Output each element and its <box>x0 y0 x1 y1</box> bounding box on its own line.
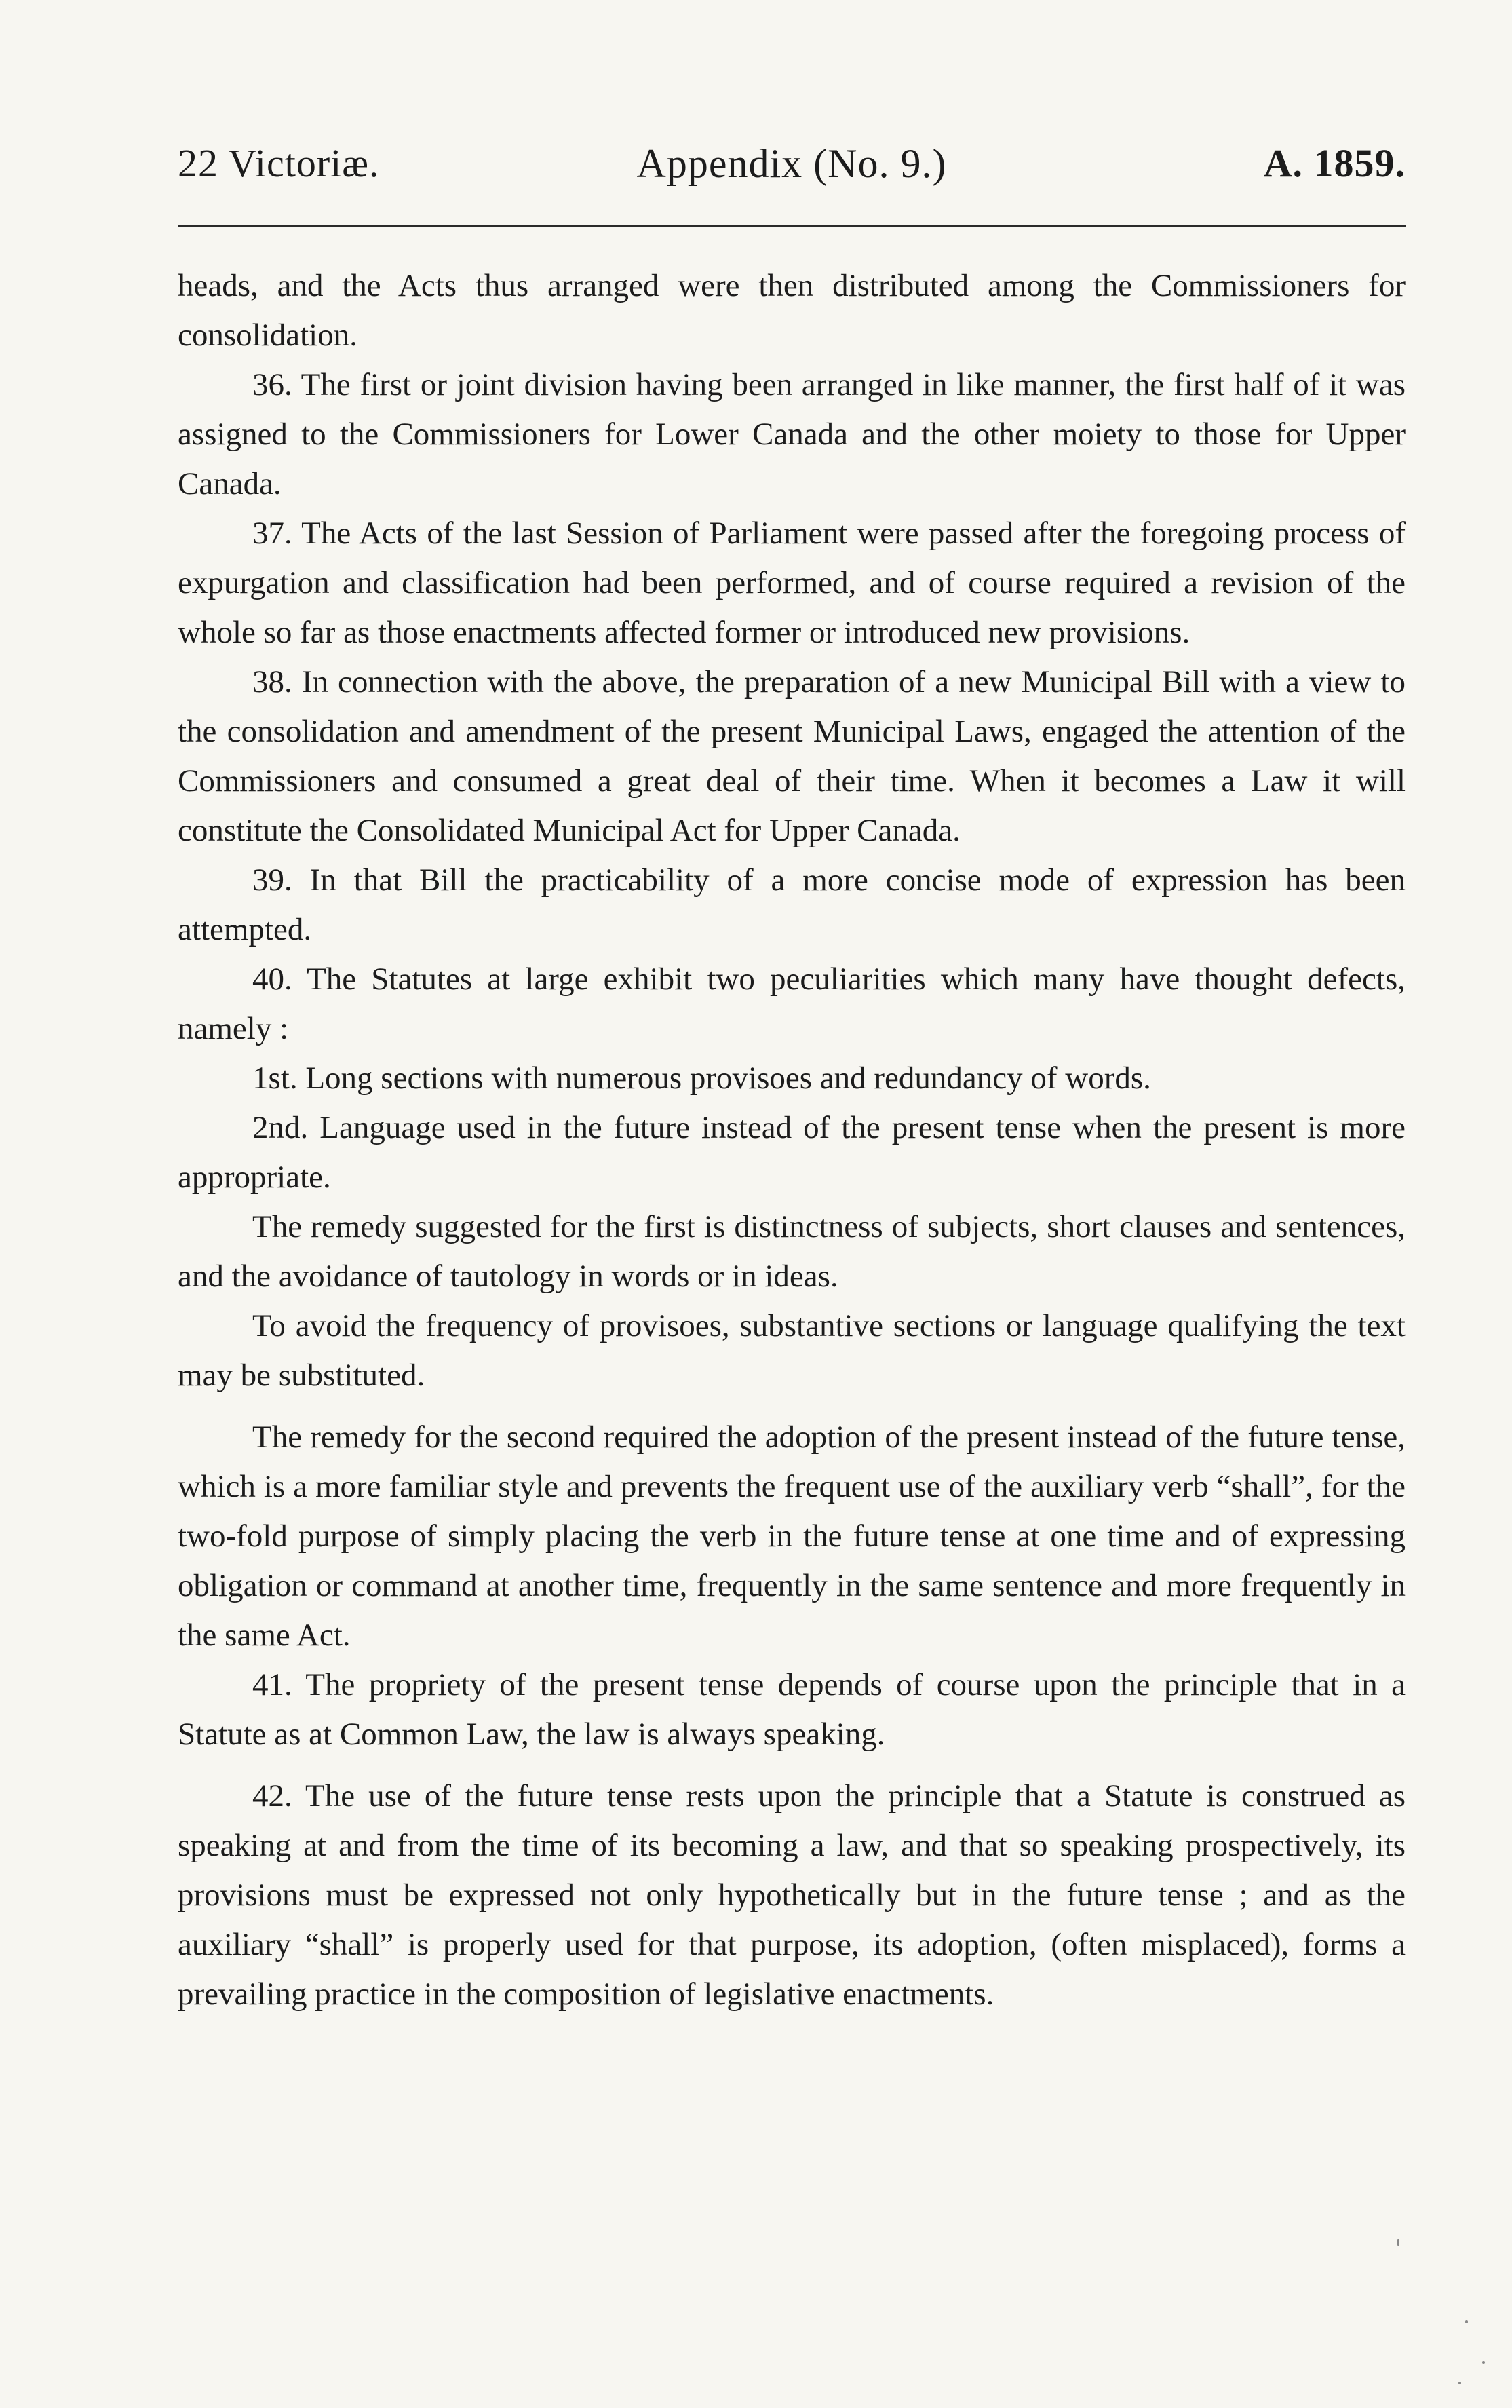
paragraph-remedy-first: The remedy suggested for the first is distinctness of subjects, short clauses and sentences, and the avoidance of tautology in words or in ideas. <box>178 1209 1406 1294</box>
paragraph-40-second: 2nd. Language used in the future instead of the present tense when the present is more appropriate. <box>178 1110 1406 1195</box>
paper-speck <box>1465 2320 1468 2323</box>
document-page <box>178 0 1406 2408</box>
paragraph-41: 41. The propriety of the present tense depends of course upon the principle that in a Statute as at Common Law, the law is always speaking. <box>178 1667 1406 1752</box>
header-session: 22 Victoriæ. <box>178 141 380 185</box>
header-rule <box>178 225 1406 227</box>
body-text <box>178 261 1406 2019</box>
paper-speck <box>1482 2361 1485 2364</box>
paragraph-37: 37. The Acts of the last Session of Parliament were passed after the foregoing process of expurgation and classification had been performed, and of course required a revision of the whole so far as those enactments affected former or introduced new provisions. <box>178 516 1406 650</box>
paragraph-39: 39. In that Bill the practicability of a more concise mode of expression has been attempted. <box>178 862 1406 947</box>
paragraph-provisoes: To avoid the frequency of provisoes, substantive sections or language qualifying the text may be substituted. <box>178 1308 1406 1393</box>
paragraph-36: 36. The first or joint division having been arranged in like manner, the first half of it was assigned to the Commissioners for Lower Canada and the other moiety to those for Upper Canada. <box>178 367 1406 501</box>
paragraph-40: 40. The Statutes at large exhibit two peculiarities which many have thought defects, namely : <box>178 961 1406 1046</box>
paragraph-remedy-second: The remedy for the second required the adoption of the present instead of the future tense, which is a more familiar style and prevents the frequent use of the auxiliary verb “shall”, for the two-fold purpose of simply placing the verb in the future tense at one time and of expressing obligation or command at another time, frequently in the same sentence and more frequently in the same Act. <box>178 1419 1406 1653</box>
paragraph-38: 38. In connection with the above, the preparation of a new Municipal Bill with a view to the consolidation and amendment of the present Municipal Laws, engaged the attention of the Commissioners and consumed a great deal of their time. When it becomes a Law it will constitute the Consolidated Municipal Act for Upper Canada. <box>178 664 1406 848</box>
paragraph-continuation: heads, and the Acts thus arranged were then distributed among the Commissioners for consolidation. <box>178 268 1406 353</box>
paragraph-40-first: 1st. Long sections with numerous provisoes and redundancy of words. <box>252 1060 1151 1096</box>
paper-speck <box>1397 2239 1399 2246</box>
running-header <box>178 133 1406 194</box>
header-year: A. 1859. <box>1263 141 1406 185</box>
header-appendix: Appendix (No. 9.) <box>636 141 947 186</box>
paper-speck <box>1458 2382 1461 2384</box>
paragraph-42: 42. The use of the future tense rests upon the principle that a Statute is construed as speaking at and from the time of its becoming a law, and that so speaking prospectively, its provisions must be expressed not only hypothetically but in the future tense ; and as the auxiliary “shall” is properly used for that purpose, its adoption, (often misplaced), forms a prevailing practice in the composition of legislative enactments. <box>178 1778 1406 2012</box>
